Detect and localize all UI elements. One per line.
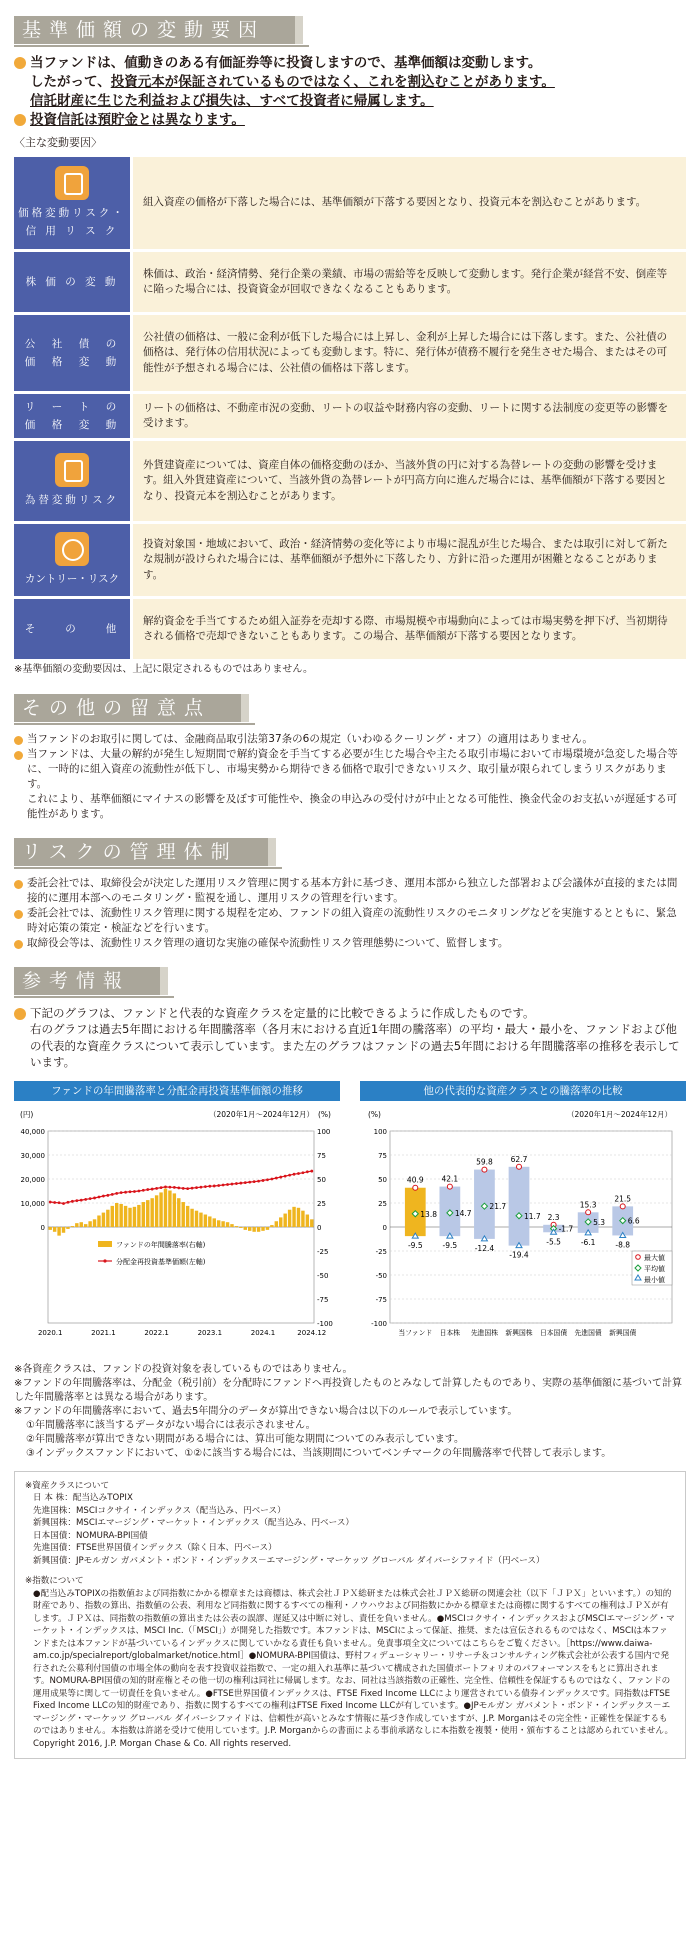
legend-swatch-max	[636, 1254, 641, 1259]
legend-label: 分配金再投資基準価額(左軸)	[116, 1257, 206, 1266]
left-chart-svg	[14, 1101, 340, 1359]
nav-point	[279, 1175, 282, 1178]
category-label: 新興国債	[609, 1328, 637, 1337]
bullet-2: 投資信託は預貯金とは異なります。	[14, 111, 686, 130]
nav-point	[244, 1181, 247, 1184]
nav-point	[67, 1200, 70, 1203]
nav-point	[191, 1186, 194, 1189]
nav-point	[133, 1190, 136, 1193]
legend-label: ファンドの年間騰落率(右軸)	[116, 1240, 206, 1249]
bar	[297, 1207, 300, 1226]
nav-point	[266, 1178, 269, 1181]
nav-point	[257, 1179, 260, 1182]
bar	[186, 1205, 189, 1226]
legend-label: 最大値	[644, 1253, 665, 1262]
nav-point	[111, 1193, 114, 1196]
bar	[270, 1225, 273, 1227]
right-chart-svg	[360, 1101, 686, 1359]
x-tick-label: 2023.1	[197, 1328, 223, 1337]
y2-tick-label: -100	[317, 1319, 333, 1328]
bullet-icon	[14, 114, 26, 126]
bar	[71, 1226, 74, 1227]
max-label: 2.3	[547, 1212, 560, 1222]
category-label: 日本株	[439, 1328, 461, 1337]
bar	[142, 1202, 145, 1227]
y-tick-label: -25	[375, 1247, 387, 1256]
max-label: 42.1	[441, 1174, 459, 1184]
bar	[111, 1205, 114, 1226]
nav-point	[93, 1196, 96, 1199]
y-tick-label: 0	[40, 1223, 45, 1232]
bar	[155, 1195, 158, 1227]
asset-class-box: ※資産クラスについて 日 本 株：配当込みTOPIX 先進国株：MSCIコクサイ・インデックス（配当込み、円ベース） 新興国株：MSCIエマージング・マーケット・インデックス（配当込み、円ベース） 日本国債：NOMURA-BPI国債 先進国債：FTSE世界国債インデックス（除く日本、円ベース） 新興国債：JPモルガン ガバメント・ボンド・インデックス－エマージング・マーケッツ グローバル ダイバーシファイド（円ベース） ※指数について ●配当込みTOPIXの指数値および同指数にかかる標章または商標は、株式会社ＪＰＸ総研または株式会社ＪＰＸ総研の関連会社（以下「ＪＰＸ」といいます。）の知的財産であり、指数の算出、指数値の公表、利用など同指数に関するすべての権利・ノウハウおよび同指数にかかる標章または商標に関するすべての権利はＪＰＸが有します。ＪＰＸは、同指数の指数値の算出または公表の誤謬、遅延又は中断に対し、責任を負いません。●MSCIコクサイ・インデックスおよびMSCIエマージング・マーケット・インデックスは、MSCI Inc.（「MSCI」）が開発した指数です。本ファンドは、MSCIによって保証、推奨、または宣伝されるものではなく、MSCIは本ファンドまたは本ファンドが基づいているインデックスに関していかなる責任も負いません。免責事項全文についてはこちらをご覧ください。［https://www.daiwa-am.co.jp/specialreport/globalmarket/notice.html］●NOMURA-BPI国債は、野村フィデューシャリー・リサーチ＆コンサルティング株式会社が公表する国内で発行された公募利付国債の市場全体の動向を表す投資収益指数で、一定の組入れ基準に基づいて構成された国債ポートフォリオのパフォーマンスをもとに算出されます。NOMURA-BPI国債の知的財産権とその他一切の権利は同社に帰属します。なお、同社は当該指数の正確性、完全性、信頼性を保証するものではなく、ファンドの運用成果等に関して一切責任を負いません。●FTSE世界国債インデックスは、FTSE Fixed Income LLCにより運営されている債券インデックスです。同指数はFTSE Fixed Income LLCの知的財産であり、指数に関するすべての権利はFTSE Fixed Income LLCが有しています。●JPモルガン ガバメント・ボンド・インデックス－エマージング・マーケッツ グローバル ダイバーシファイドは、信頼性が高いとみなす情報に基づき作成していますが、J.P. Morganはその完全性・正確性を保証するものではありません。本指数は許諾を受けて使用しています。J.P. Morganからの書面による事前承諾なしに本指数を複製・使用・頒布することは認められていません。Copyright 2016, J.P. Morgan Chase & Co. All rights reserved.	[14, 1471, 686, 1760]
risk-row: 価格変動リスク・ 信 用 リ ス ク 組入資産の価格が下落した場合には、基準価額が下落する要因となり、投資元本を割込むことがあります。	[14, 157, 686, 249]
right-chart-title: 他の代表的な資産クラスとの騰落率の比較	[360, 1081, 686, 1101]
max-label: 62.7	[510, 1154, 528, 1164]
nav-point	[142, 1188, 145, 1191]
category-label: 新興国株	[505, 1328, 533, 1337]
y-tick-label: 20,000	[20, 1175, 45, 1184]
risk-row: 株 価 の 変 動 株価は、政治・経済情勢、発行企業の業績、市場の需給等を反映して変動します。発行企業が経営不安、倒産等に陥った場合には、投資資金が回収できなくなることもあります。	[14, 252, 686, 312]
bar	[195, 1210, 198, 1226]
section-title-nav-factors: 基準価額の変動要因	[14, 16, 295, 44]
page: 基準価額の変動要因 当ファンドは、値動きのある有価証券等に投資しますので、基準価額は変動します。 したがって、投資元本が保証されているものではなく、これを割込むことがあります。 信託財産に生じた利益および損失は、すべて投資者に帰属します。 投資信託は預貯金とは異なります。 〈主な変動要因〉 価格変動リスク・ 信 用 リ ス ク 組入資産の価格が下落した場合には、基準価額が下落する要因となり、投資元本を割込むことがあります。 株 価 の 変 動 株価は、政治・経済情勢、発行企業の業績、市場の需給等を反映して変動します。発行企業が経営不安、倒産等に陥った場合には、投資資金が回収できなくなることもあります。 公 社 債 の 価 格 変 動 公社債の価格は、一般に金利が低下した場合には上昇し、金利が上昇した場合には下落します。また、公社債の価格は、発行体の信用状況によっても変動します。特に、発行体が債務不履行を発生させた場合、またはその可能性が予想される場合には、公社債の価格は下落します。 リ ー ト の 価 格 変 動 リートの価格は、不動産市況の変動、リートの収益や財務内容の変動、リートに関する法制度の変更等の影響を受けます。 為替変動リスク 外貨建資産については、資産自体の価格変動のほか、当該外貨の円に対する為替レートの変動の影響を受けます。組入外貨建資産について、当該外貨の為替レートが円高方向に進んだ場合には、基準価額が下落する要因となり、投資元本を割込むことがあります。 カントリー・リスク 投資対象国・地域において、政治・経済情勢の変化等により市場に混乱が生じた場合、または取引に対して新たな規制が設けられた場合には、基準価額が予想外に下落したり、方針に沿った運用が困難となることがあります。 そ の 他 解約資金を手当てするため組入証券を売却する際、市場規模や市場動向によっては市場実勢を押下げ、当初期待される価格で売却できないこともあります。この場合、基準価額が下落する要因となります。 ※基準価額の変動要因は、上記に限定されるものではありません。 その他の留意点 当ファンドのお取引に関しては、金融商品取引法第37条の6の規定（いわゆるクーリング・オフ）の適用はありません。 当ファンドは、大量の解約が発生し短期間で解約資金を手当てする必要が生じた場合や主たる取引市場において市場環境が急変した場合等に、一時的に組入資産の流動性が低下し、市場実勢から期待できる価格で取引できないリスク、取引量が限られてしまうリスクがあります。 これにより、基準価額にマイナスの影響を及ぼす可能性や、換金の申込みの受付けが中止となる可能性、換金代金のお支払いが遅延する可能性があります。 リスクの管理体制 委託会社では、取締役会が決定した運用リスク管理に関する基本方針に基づき、運用本部から独立した部署および会議体が直接的または間接的に運用本部へのモニタリング・監視を通し、運用リスクの管理を行います。 委託会社では、流動性リスク管理に関する規程を定め、ファンドの組入資産の流動性リスクのモニタリングなどを実施するとともに、緊急時対応策の策定・検証などを行います。 取締役会等は、流動性リスク管理の適切な実施の確保や流動性リスク管理態勢について、監督します。 参考情報 下記のグラフは、ファンドと代表的な資産クラスを定量的に比較できるように作成したものです。 右のグラフは過去5年間における年間騰落率（各月末における直近1年間の騰落率）の平均・最大・最小を、ファンドおよび他の代表的な資産クラスについて表示しています。また左のグラフはファンドの過去5年間における年間騰落率の推移を表示しています。 ファンドの年間騰落率と分配金再投資基準価額の推移 (円) (%) （2020年1月～2024年12月） 40,000 30,000 20,000 10,000 0 100 75 50 25 0 -25 -50 -75 -100 2020.1 2021.1 2022.1 2023.1 2024.1 2024.12 ファンドの年間騰落率(右軸) 分配金再投資基準価額(左軸) 他の代表的な資産クラスとの騰落率の比較 (%) （2020年1月～2024年12月） 100 75 50 25 0 -25 -50 -75 -100 40.9 13.8 -9.5 当ファンド 42.1 14.7 -9.5 日本株 59.8 21.7 -12.4 先進国株 62.7 11.7 -19.4 新興国株 2.3 -1.7 -5.5 日本国債 15.3 5.3 -6.1 先進国債 21.5 6.6 -8.8 新興国債 最大値 平均値 最小値 ※各資産クラスは、ファンドの投資対象を表しているものではありません。 ※ファンドの年間騰落率は、分配金（税引前）を分配時にファンドへ再投資したものとみなして計算したものであり、実際の基準価額に基づいて計算した年間騰落率とは異なる場合があります。 ※ファンドの年間騰落率において、過去5年間分のデータが算出できない場合は以下のルールで表示しています。 ①年間騰落率に該当するデータがない場合には表示されません。 ②年間騰落率が算出できない期間がある場合には、算出可能な期間についてのみ表示しています。 ③インデックスファンドにおいて、①②に該当する場合には、当該期間についてベンチマークの年間騰落率で代替して表示します。 ※資産クラスについて 日 本 株：配当込みTOPIX 先進国株：MSCIコクサイ・インデックス（配当込み、円ベース） 新興国株：MSCIエマージング・マーケット・インデックス（配当込み、円ベース） 日本国債：NOMURA-BPI国債 先進国債：FTSE世界国債インデックス（除く日本、円ベース） 新興国債：JPモルガン ガバメント・ボンド・インデックス－エマージング・マーケッツ グローバル ダイバーシファイド（円ベース） ※指数について ●配当込みTOPIXの指数値および同指数にかかる標章または商標は、株式会社ＪＰＸ総研または株式会社ＪＰＸ総研の関連会社（以下「ＪＰＸ」といいます。）の知的財産であり、指数の算出、指数値の公表、利用など同指数に関するすべての権利・ノウハウおよび同指数にかかる標章または商標に関するすべての権利はＪＰＸが有します。ＪＰＸは、同指数の指数値の算出または公表の誤謬、遅延又は中断に対し、責任を負いません。●MSCIコクサイ・インデックスおよびMSCIエマージング・マーケット・インデックスは、MSCI Inc.（「MSCI」）が開発した指数です。本ファンドは、MSCIによって保証、推奨、または宣伝されるものではなく、MSCIは本ファンドまたは本ファンドが基づいているインデックスに関していかなる責任も負いません。免責事項全文についてはこちらをご覧ください。［https://www.daiwa-am.co.jp/specialreport/globalmarket/notice.html］●NOMURA-BPI国債は、野村フィデューシャリー・リサーチ＆コンサルティング株式会社が公表する国内で発行された公募利付国債の市場全体の動向を表す投資収益指数で、一定の組入れ基準に基づいて構成された国債ポートフォリオのパフォーマンスをもとに算出されます。NOMURA-BPI国債の知的財産権とその他一切の権利は同社に帰属します。なお、同社は当該指数の正確性、完全性、信頼性を保証するものではなく、ファンドの運用成果等に関して一切責任を負いません。●FTSE世界国債インデックスは、FTSE Fixed Income LLCにより運営されている債券インデックスです。同指数はFTSE Fixed Income LLCの知的財産であり、指数に関するすべての権利はFTSE Fixed Income LLCが有しています。●JPモルガン ガバメント・ボンド・インデックス－エマージング・マーケッツ グローバル ダイバーシファイドは、信頼性が高いとみなす情報に基づき作成していますが、J.P. Morganはその完全性・正確性を保証するものではありません。本指数は許諾を受けて使用しています。J.P. Morganからの書面による事前承諾なしに本指数を複製・使用・頒布することは認められていません。Copyright 2016, J.P. Morgan Chase & Co. All rights reserved.	[0, 0, 700, 1769]
bar	[159, 1192, 162, 1227]
risk-row: 為替変動リスク 外貨建資産については、資産自体の価格変動のほか、当該外貨の円に対する為替レートの変動の影響を受けます。組入外貨建資産について、当該外貨の為替レートが円高方向に進んだ場合には、基準価額が下落する要因となり、投資元本を割込むことがあります。	[14, 441, 686, 521]
nav-point	[120, 1191, 123, 1194]
bullet-icon	[14, 751, 23, 760]
bar	[146, 1200, 149, 1227]
globe-icon	[55, 532, 89, 566]
bar	[115, 1203, 118, 1227]
left-chart	[14, 1081, 340, 1359]
legend-swatch-dot	[103, 1259, 106, 1262]
nav-point	[75, 1199, 78, 1202]
nav-point	[137, 1189, 140, 1192]
category-label: 先進国債	[574, 1328, 602, 1337]
nav-point	[253, 1180, 256, 1183]
nav-point	[239, 1181, 242, 1184]
max-label: 15.3	[579, 1199, 597, 1209]
bar	[150, 1198, 153, 1227]
min-label: -9.5	[442, 1240, 458, 1250]
bar	[208, 1216, 211, 1227]
nav-point	[71, 1199, 74, 1202]
avg-label: 5.3	[593, 1217, 606, 1227]
y2-tick-label: 50	[317, 1175, 326, 1184]
y2-tick-label: 25	[317, 1199, 326, 1208]
charts-area	[14, 1081, 686, 1359]
category-label: 先進国株	[470, 1328, 499, 1337]
section-title-reference: 参考情報	[14, 967, 160, 995]
y-tick-label: -100	[371, 1319, 387, 1328]
chart-notes: ※各資産クラスは、ファンドの投資対象を表しているものではありません。 ※ファンドの年間騰落率は、分配金（税引前）を分配時にファンドへ再投資したものとみなして計算したものであり、実際の基準価額に基づいて計算した年間騰落率とは異なる場合があります。 ※ファンドの年間騰落率において、過去5年間分のデータが算出できない場合は以下のルールで表示しています。 ①年間騰落率に該当するデータがない場合には表示されません。 ②年間騰落率が算出できない期間がある場合には、算出可能な期間についてのみ表示しています。 ③インデックスファンドにおいて、①②に該当する場合には、当該期間についてベンチマークの年間騰落率で代替して表示します。	[14, 1363, 682, 1459]
max-marker	[482, 1167, 487, 1172]
avg-label: 6.6	[627, 1216, 640, 1226]
max-marker	[620, 1203, 625, 1208]
max-marker	[517, 1164, 522, 1169]
bar	[213, 1218, 216, 1227]
nav-point	[235, 1182, 238, 1185]
nav-point	[195, 1186, 198, 1189]
bar	[288, 1209, 291, 1226]
bar	[310, 1219, 313, 1227]
y-tick-label: 0	[382, 1223, 387, 1232]
price-risk-icon	[55, 166, 89, 200]
nav-point	[306, 1170, 309, 1173]
chart-period: （2020年1月～2024年12月）	[567, 1109, 672, 1119]
max-marker	[586, 1209, 591, 1214]
min-label: -9.5	[407, 1240, 423, 1250]
bar	[133, 1206, 136, 1226]
bar	[128, 1207, 131, 1226]
bar	[257, 1227, 260, 1232]
left-chart-title: ファンドの年間騰落率と分配金再投資基準価額の推移	[14, 1081, 340, 1101]
y2-tick-label: -50	[317, 1271, 329, 1280]
nav-point	[173, 1186, 176, 1189]
range-bar	[509, 1166, 530, 1245]
max-marker	[413, 1185, 418, 1190]
nav-point	[302, 1171, 305, 1174]
bar	[124, 1205, 127, 1226]
bar	[173, 1193, 176, 1227]
category-label: 日本国債	[539, 1328, 568, 1337]
bar	[248, 1227, 251, 1231]
bullet-icon	[14, 1008, 26, 1020]
bar	[221, 1221, 224, 1227]
nav-point	[84, 1198, 87, 1201]
footnote: ※基準価額の変動要因は、上記に限定されるものではありません。	[14, 664, 313, 676]
nav-point	[177, 1186, 180, 1189]
x-tick-label: 2024.12	[297, 1328, 327, 1337]
risk-table	[14, 157, 686, 659]
nav-point	[270, 1177, 273, 1180]
nav-point	[222, 1183, 225, 1186]
bullet-icon	[14, 57, 26, 69]
min-label: -19.4	[509, 1250, 529, 1260]
min-label: -8.8	[615, 1239, 631, 1249]
currency-icon	[55, 453, 89, 487]
nav-point	[293, 1172, 296, 1175]
nav-point	[124, 1190, 127, 1193]
y2-tick-label: 75	[317, 1151, 326, 1160]
left-axis-unit: (円)	[20, 1109, 34, 1119]
y2-tick-label: 100	[317, 1127, 331, 1136]
axis-unit: (%)	[368, 1109, 381, 1119]
nav-point	[288, 1173, 291, 1176]
nav-point	[226, 1183, 229, 1186]
bullet-icon	[14, 736, 23, 745]
min-label: -12.4	[474, 1243, 495, 1253]
bar	[93, 1219, 96, 1227]
risk-row: 公 社 債 の 価 格 変 動 公社債の価格は、一般に金利が低下した場合には上昇し、金利が上昇した場合には下落します。また、公社債の価格は、発行体の信用状況によっても変動します。特に、発行体が債務不履行を発生させた場合、またはその可能性が予想される場合には、公社債の価格は下落します。	[14, 315, 686, 391]
y-tick-label: 10,000	[20, 1199, 45, 1208]
y2-tick-label: 0	[317, 1223, 322, 1232]
y2-tick-label: -25	[317, 1247, 329, 1256]
bar	[164, 1188, 167, 1226]
legend-swatch-bar	[98, 1241, 112, 1247]
risk-row: カントリー・リスク 投資対象国・地域において、政治・経済情勢の変化等により市場に混乱が生じた場合、または取引に対して新たな規制が設けられた場合には、基準価額が予想外に下落したり、方針に沿った運用が困難となることがあります。	[14, 524, 686, 596]
x-tick-label: 2022.1	[144, 1328, 169, 1337]
bar	[235, 1226, 238, 1227]
bar	[102, 1212, 105, 1226]
bar	[97, 1215, 100, 1227]
nav-point	[310, 1169, 313, 1172]
bar	[226, 1222, 229, 1227]
nav-point	[204, 1185, 207, 1188]
nav-point	[169, 1185, 172, 1188]
nav-point	[62, 1202, 65, 1205]
bar	[168, 1190, 171, 1226]
bar	[190, 1208, 193, 1226]
bar	[80, 1222, 83, 1227]
y-tick-label: -50	[375, 1271, 387, 1280]
nav-point	[80, 1198, 83, 1201]
legend-label: 平均値	[644, 1264, 665, 1273]
nav-point	[106, 1193, 109, 1196]
risk-row: そ の 他 解約資金を手当てするため組入証券を売却する際、市場規模や市場動向によっては市場実勢を押下げ、当初期待される価格で売却できないこともあります。この場合、基準価額が下落する要因となります。	[14, 599, 686, 659]
bar	[119, 1204, 122, 1227]
nav-point	[231, 1182, 234, 1185]
bar	[301, 1210, 304, 1226]
nav-point	[262, 1179, 265, 1182]
nav-point	[217, 1184, 220, 1187]
nav-point	[208, 1184, 211, 1187]
avg-label: -1.7	[558, 1224, 574, 1234]
bar	[292, 1206, 295, 1226]
nav-point	[58, 1201, 61, 1204]
right-chart	[360, 1081, 686, 1359]
y-tick-label: 30,000	[20, 1151, 45, 1160]
legend-label: 最小値	[644, 1275, 665, 1284]
y-tick-label: 40,000	[20, 1127, 45, 1136]
sub-heading: 〈主な変動要因〉	[14, 136, 102, 149]
bar	[66, 1227, 69, 1229]
max-label: 21.5	[614, 1193, 632, 1203]
bar	[177, 1198, 180, 1227]
nav-point	[284, 1174, 287, 1177]
nav-point	[129, 1190, 132, 1193]
nav-point	[53, 1201, 56, 1204]
section-title-other-notes: その他の留意点	[14, 694, 241, 722]
y-tick-label: -75	[375, 1295, 387, 1304]
avg-label: 11.7	[524, 1211, 541, 1221]
bar	[306, 1214, 309, 1226]
bar	[239, 1227, 242, 1228]
y-tick-label: 75	[378, 1151, 387, 1160]
nav-point	[155, 1187, 158, 1190]
y2-tick-label: -75	[317, 1295, 329, 1304]
nav-point	[248, 1180, 251, 1183]
nav-point	[186, 1187, 189, 1190]
bar	[75, 1223, 78, 1227]
avg-label: 14.7	[454, 1208, 472, 1218]
section-title-risk-management: リスクの管理体制	[14, 838, 268, 866]
x-tick-label: 2021.1	[91, 1328, 116, 1337]
bar	[252, 1227, 255, 1232]
bar	[199, 1212, 202, 1226]
nav-point	[146, 1188, 149, 1191]
bar	[84, 1224, 87, 1227]
bar	[49, 1227, 52, 1230]
bar	[279, 1217, 282, 1227]
nav-point	[213, 1184, 216, 1187]
bullet-1: 当ファンドは、値動きのある有価証券等に投資しますので、基準価額は変動します。 したがって、投資元本が保証されているものではなく、これを割込むことがあります。 信託財産に生じた利益および損失は、すべて投資者に帰属します。	[14, 54, 686, 111]
nav-point	[102, 1194, 105, 1197]
avg-label: 21.7	[489, 1201, 507, 1211]
nav-point	[182, 1187, 185, 1190]
nav-point	[275, 1176, 278, 1179]
nav-point	[89, 1197, 92, 1200]
bar	[261, 1227, 264, 1231]
bar	[88, 1221, 91, 1227]
bar	[230, 1224, 233, 1227]
bar	[182, 1202, 185, 1227]
nav-point	[297, 1172, 300, 1175]
bar	[57, 1227, 60, 1236]
bar	[244, 1227, 247, 1230]
min-label: -6.1	[580, 1237, 596, 1247]
bar	[53, 1227, 56, 1232]
nav-point	[49, 1200, 52, 1203]
bar	[275, 1221, 278, 1227]
x-tick-label: 2024.1	[250, 1328, 276, 1337]
bar	[266, 1227, 269, 1230]
bullet-icon	[14, 910, 23, 919]
bar	[137, 1204, 140, 1226]
y-tick-label: 25	[378, 1199, 387, 1208]
max-marker	[447, 1184, 452, 1189]
nav-point	[164, 1185, 167, 1188]
nav-point	[160, 1186, 163, 1189]
bullet-icon	[14, 880, 23, 889]
y-tick-label: 50	[378, 1175, 387, 1184]
bullet-icon	[14, 940, 23, 949]
x-tick-label: 2020.1	[37, 1328, 63, 1337]
min-label: -5.5	[546, 1236, 561, 1246]
category-label: 当ファンド	[398, 1328, 433, 1337]
nav-point	[151, 1187, 154, 1190]
avg-label: 13.8	[420, 1209, 437, 1219]
nav-point	[200, 1185, 203, 1188]
bar	[204, 1214, 207, 1226]
nav-point	[98, 1195, 101, 1198]
risk-row: リ ー ト の 価 格 変 動 リートの価格は、不動産市況の変動、リートの収益や財務内容の変動、リートに関する法制度の変更等の影響を受けます。	[14, 394, 686, 438]
max-label: 40.9	[406, 1175, 424, 1185]
right-axis-unit: (%)	[318, 1109, 331, 1119]
bar	[217, 1220, 220, 1227]
bar	[106, 1209, 109, 1226]
y-tick-label: 100	[373, 1127, 387, 1136]
chart-period: （2020年1月～2024年12月）	[209, 1109, 314, 1119]
bar	[62, 1227, 65, 1233]
max-label: 59.8	[476, 1157, 493, 1167]
bar	[283, 1213, 286, 1226]
nav-point	[115, 1192, 118, 1195]
